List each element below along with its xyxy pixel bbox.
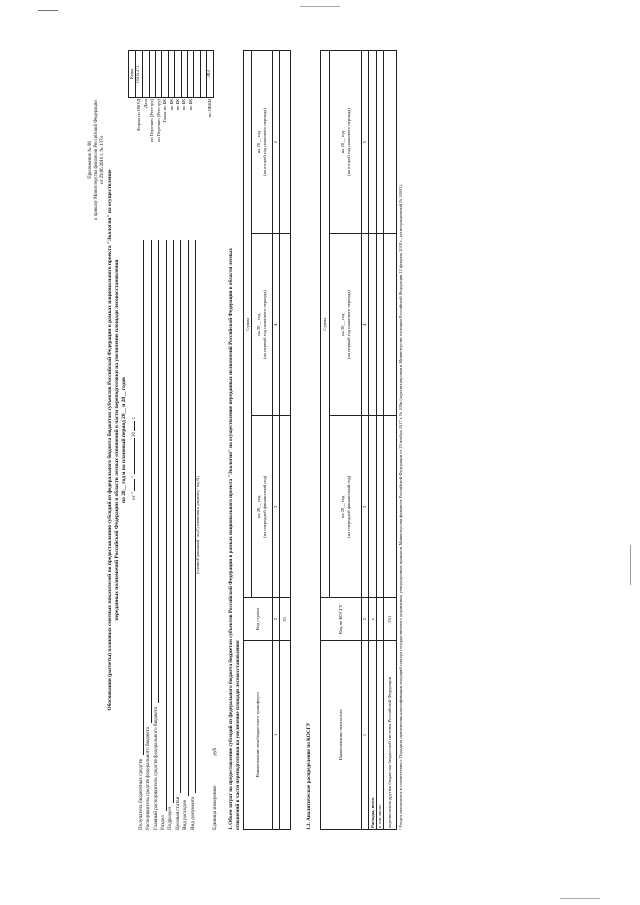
appendix-block [88,50,106,270]
table-row: Расходы, всего x [369,51,377,830]
field-row: Главный распорядитель средств федерального бюджета [152,220,159,830]
unit-row [212,630,219,830]
s1-row-code: 01 [280,598,291,640]
footnote: ¹ Раздел заполняется в соответствии с Порядком применения классификации операций сектора государственного управления, утвержденным приказом Министерства финансов Российской Федерации от 29 ноября 2017 г. № 209н (зарегистрирован в Министерстве юстиции Российской Федерации 12 февраля 2018 г., регистрационный № 50003). [398,184,403,830]
s1-header-y2: на 20__ год (на первый год планового периода) [252,234,273,416]
title-line-2: переданных полномочий Российской Федерации в области лесных отношений в части переподготовки на увеличение площади лесовосстановления [113,259,120,621]
unit-value: руб [212,747,218,756]
document [88,50,568,830]
code-row: по БК [168,51,174,221]
s1-number-row: 1 2 3 4 5 [273,51,280,830]
title-line-1: Обоснования (расчеты) плановых сметных показателей по предоставлению субсидий из федерального бюджета бюджетам субъектов Российской Федерации в рамках национального проекта "Экология" на осуществление [107,169,113,711]
s1-header-y1: на 20__ год (на очередной финансовый год) [252,416,273,598]
code-row: Глава по БК [162,51,168,221]
doc-kind-note: (основной (начальный - код 0), изменения к документу - код 01) [196,476,201,574]
field-row: Целевая статья [174,220,181,830]
s1-header-y3: на 20__ год (на второй год планового периода) [252,51,273,234]
section1-table [243,50,291,830]
appendix-number: Приложение № 98 [88,141,93,179]
s1-header-code: Код строки [244,598,273,640]
s11-header-y1: на 20__ год (на очередной финансовый год) [330,416,362,598]
s11-header-code: Код по КОСГУ [321,598,362,640]
code-row: по Перечню (Реестру) [149,51,155,221]
date-year: 20 [132,432,137,438]
s1-header-name: Наименование межбюджетного трансферта [244,640,273,829]
document-title [107,50,127,830]
code-row: по Перечню (Реестру) [156,51,162,221]
field-row: Раздел [159,220,166,830]
s11-header-name: Наименование показателя [321,640,362,829]
field-row: Вид документа [189,220,196,830]
field-row: Вид расходов [181,220,188,830]
codes-header: Коды [129,51,136,98]
s1-header-sum: Сумма [244,51,252,598]
date-quote: " [132,475,137,478]
date-from: от " [132,492,137,500]
date-g: г. [132,416,137,420]
table-row: перечисления другим бюджетам бюджетной системы Российской Федерации 251 [384,51,397,830]
table-row [280,51,291,830]
code-row: по ОКЕИ 383 [207,51,214,221]
code-row: Форма по ОКУД 0505371 [136,51,143,221]
s11-number-row: 1 2 3 4 5 [362,51,369,830]
unit-label: Единица измерения: [212,784,218,830]
appendix-date: от 29.06.2016 г. № 137н [99,136,105,184]
table-row: в том числе: [377,51,384,830]
code-row: Дата [143,51,149,221]
code-row: по БК [187,51,193,221]
codes-table [128,50,214,220]
title-line-3: на 20__ год и на плановый период 20__ и 20__ годов [120,377,127,503]
field-list [137,220,201,830]
field-row: Получатель бюджетных средств [137,220,144,830]
field-row: Распорядитель средств федерального бюджета [144,220,151,830]
field-row: Подраздел [167,220,174,830]
code-row: по БК [175,51,181,221]
s11-header-sum: Сумма [321,51,330,598]
section11-title: 1.1. Аналитическое распределение по КОСГУ [306,722,312,830]
s11-header-y3: на 20__ год (на второй год планового периода) [330,51,362,234]
appendix-order: к приказу Министерства финансов Российской Федерации [93,100,99,220]
section1-title: 1. Объем затрат на предоставление субсидий из федерального бюджета бюджетам субъектов Российской Федерации в рамках национального проекта "Экология" на осуществление переданных полномочий Российской Федерации в области лесных отношений в части переподготовки на увеличение площади лесовосстановления [228,248,241,830]
section11-table [320,50,397,830]
code-row: по БК [181,51,187,221]
s11-header-y2: на 20__ год (на первый год планового периода) [330,234,362,416]
